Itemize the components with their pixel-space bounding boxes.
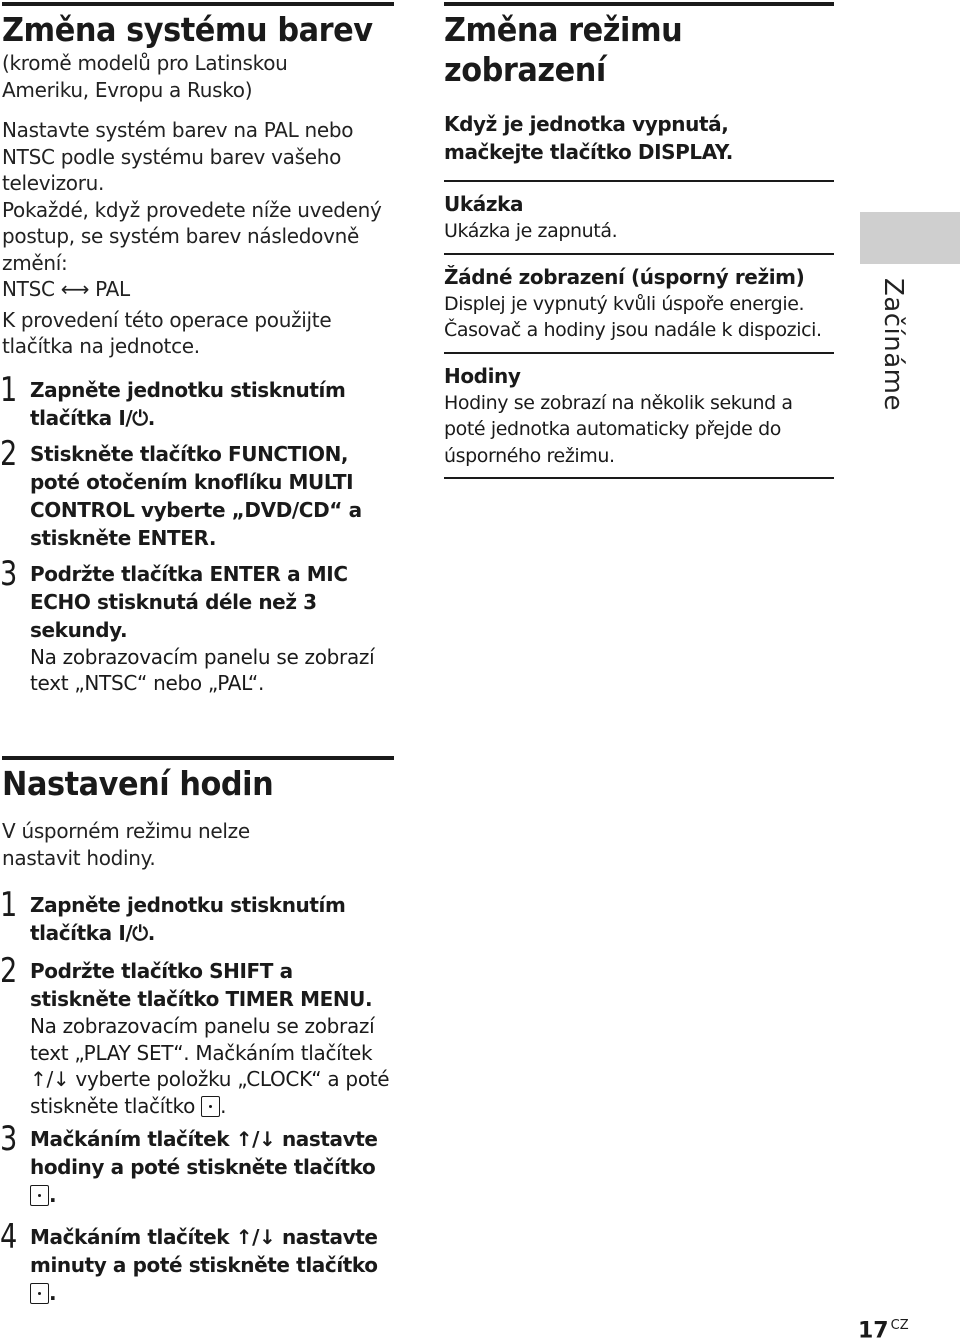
page-lang: CZ xyxy=(890,1318,909,1333)
side-tab-label: Začínáme xyxy=(878,278,908,411)
step-number: 3 xyxy=(0,553,18,594)
section-title: Změna systému barev xyxy=(2,10,373,49)
step-text-main: Mačkáním tlačítek ↑/↓ nastavte hodiny a poté stiskněte tlačítko xyxy=(30,1127,378,1179)
toggle-text: NTSC ⟷ PAL xyxy=(2,277,130,301)
section-title: Nastavení hodin xyxy=(2,764,274,803)
display-mode-section xyxy=(444,2,834,479)
intro-text: V úsporném režimu nelze nastavit hodiny. xyxy=(2,819,250,870)
step-desc-tail: . xyxy=(220,1093,227,1118)
color-system-section xyxy=(2,2,394,697)
step-text: Podržte tlačítka ENTER a MIC ECHO stisknutá déle než 3 sekundy. xyxy=(30,561,348,642)
section-title: Změna režimu zobrazení xyxy=(444,10,683,89)
section-rule xyxy=(444,2,834,6)
step-text-tail: . xyxy=(49,1183,57,1207)
step-desc xyxy=(30,1013,392,1119)
step-4 xyxy=(0,1217,394,1307)
step-text: Zapněte jednotku stisknutím tlačítka I/⏻. xyxy=(30,893,346,945)
section-rule xyxy=(2,2,394,6)
explain-text: Pokaždé, když provedete níže uvedený postup, se systém barev následovně změní: xyxy=(2,197,382,275)
clock-section xyxy=(2,756,394,1307)
step-number: 4 xyxy=(0,1217,18,1257)
step-2 xyxy=(0,433,394,552)
step-number: 1 xyxy=(0,369,18,410)
step-3 xyxy=(0,1119,394,1209)
mode-name: Hodiny xyxy=(444,363,521,388)
step-desc: Na zobrazovacím panelu se zobrazí text „NTSC“ nebo „PAL“. xyxy=(30,644,375,695)
enter-icon xyxy=(30,1283,49,1304)
mode-name: Ukázka xyxy=(444,192,524,216)
side-tab-marker xyxy=(860,212,960,264)
mode-desc: Displej je vypnutý kvůli úspoře energie. Časovač a hodiny jsou nadále k dispozici. xyxy=(444,292,822,341)
intro-text: Nastavte systém barev na PAL nebo NTSC podle systému barev vašeho televizoru. xyxy=(2,118,354,195)
step-text: Stiskněte tlačítko FUNCTION, poté otočením knoflíku MULTI CONTROL vyberte „DVD/CD“ a stiskněte ENTER. xyxy=(30,441,362,550)
step-text-main: Mačkáním tlačítek ↑/↓ nastavte minuty a poté stiskněte tlačítko xyxy=(30,1225,378,1277)
enter-icon xyxy=(30,1185,49,1206)
step-number: 1 xyxy=(0,885,18,925)
step-text xyxy=(30,1223,392,1307)
step-number: 2 xyxy=(0,951,18,991)
page-number xyxy=(858,1318,909,1343)
step-desc-text: Na zobrazovacím panelu se zobrazí text „PLAY SET“. Mačkáním tlačítek ↑/↓ vyberte položku „CLOCK“ a poté stiskněte tlačítko xyxy=(30,1014,390,1118)
mode-desc: Hodiny se zobrazí na několik sekund a poté jednotka automaticky přejde do úsporného režimu. xyxy=(444,391,793,467)
section-rule xyxy=(2,756,394,760)
step-text xyxy=(30,1125,392,1209)
mode-row-demo xyxy=(444,180,834,253)
mode-row-eco xyxy=(444,253,834,352)
step-text: Podržte tlačítko SHIFT a stiskněte tlačítko TIMER MENU. xyxy=(30,959,373,1011)
step-number: 2 xyxy=(0,433,18,474)
page-number-value: 17 xyxy=(858,1318,889,1344)
mode-name: Žádné zobrazení (úsporný režim) xyxy=(444,264,805,289)
step-1 xyxy=(0,885,394,947)
lead-text: Když je jednotka vypnutá, mačkejte tlačítko DISPLAY. xyxy=(444,112,733,164)
step-number: 3 xyxy=(0,1119,18,1159)
step-3 xyxy=(0,553,394,697)
mode-row-clock xyxy=(444,352,834,480)
note-text: K provedení této operace použijte tlačítka na jednotce. xyxy=(2,307,332,358)
mode-desc: Ukázka je zapnutá. xyxy=(444,220,618,242)
enter-icon xyxy=(201,1096,220,1117)
subtitle: (kromě modelů pro Latinskou Ameriku, Evropu a Rusko) xyxy=(2,51,288,102)
step-text-tail: . xyxy=(49,1281,57,1305)
step-text: Zapněte jednotku stisknutím tlačítka I/⏻. xyxy=(30,377,346,430)
step-2 xyxy=(0,951,394,1119)
step-1 xyxy=(0,369,394,432)
